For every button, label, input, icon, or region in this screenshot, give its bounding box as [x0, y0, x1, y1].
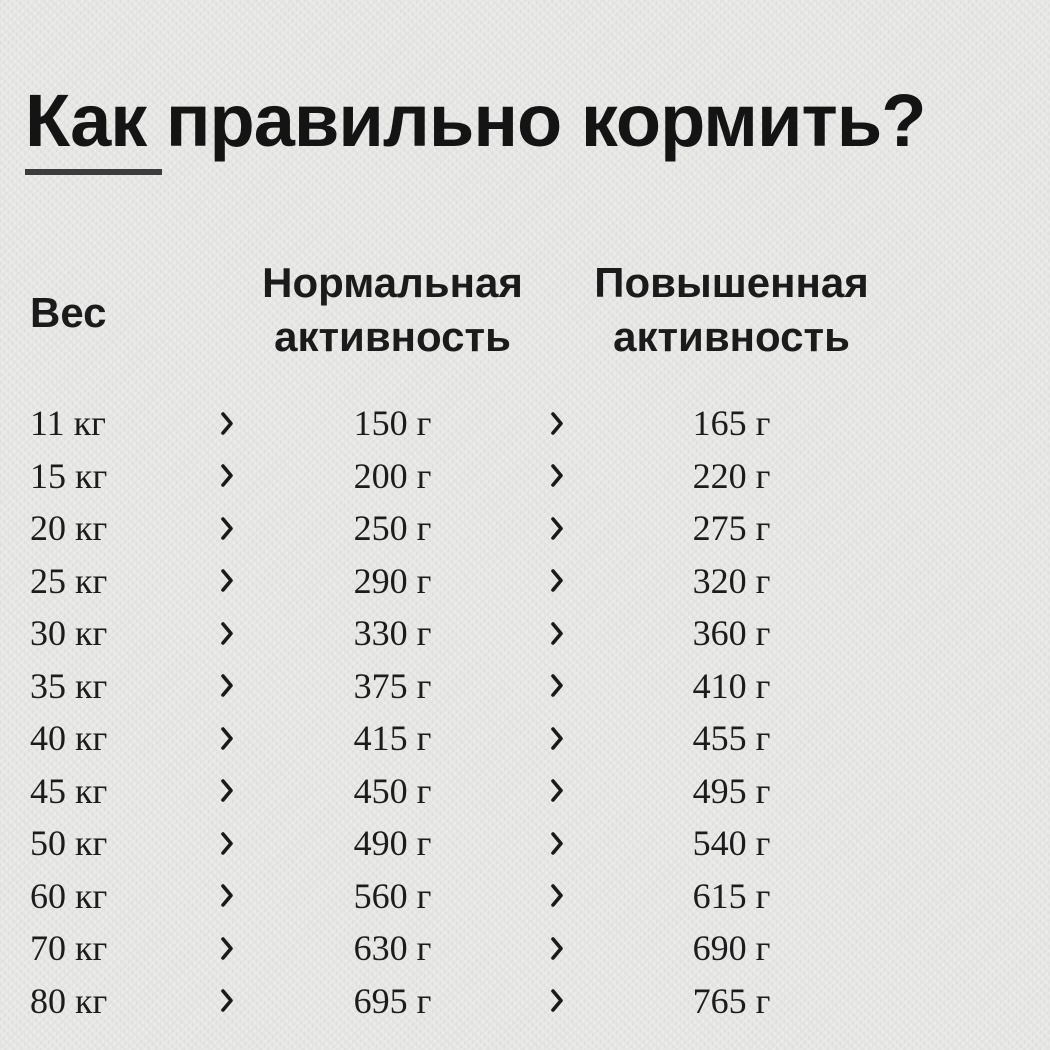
high-activity-value: 360 г [692, 613, 771, 654]
column-header-high-line2: активность [613, 313, 850, 360]
normal-activity-value: 450 г [353, 770, 432, 811]
normal-activity-value: 490 г [353, 823, 432, 864]
table-row [28, 555, 880, 608]
column-header-normal-line2: активность [274, 313, 511, 360]
table-row [28, 922, 880, 975]
normal-activity-value: 560 г [353, 875, 432, 916]
chevron-right-icon [198, 673, 255, 698]
weight-value: 15 кг [30, 455, 108, 496]
weight-value: 40 кг [30, 718, 108, 759]
table-row [28, 450, 880, 503]
table-row [28, 397, 880, 450]
table-row [28, 817, 880, 870]
weight-value: 35 кг [30, 665, 108, 706]
table-row [28, 502, 880, 555]
weight-value: 80 кг [30, 980, 108, 1021]
title-underline-rule [25, 169, 162, 175]
table-row [28, 712, 880, 765]
high-activity-value: 540 г [692, 823, 771, 864]
table-row [28, 660, 880, 713]
high-activity-value: 765 г [692, 980, 771, 1021]
chevron-right-icon [198, 936, 255, 961]
high-activity-value: 220 г [692, 455, 771, 496]
table-row [28, 975, 880, 1028]
normal-activity-value: 695 г [353, 980, 432, 1021]
chevron-right-icon [530, 463, 583, 488]
chevron-right-icon [198, 883, 255, 908]
table-header-row [28, 256, 880, 364]
chevron-right-icon [198, 726, 255, 751]
table-row [28, 765, 880, 818]
page-title: Как правильно кормить? [25, 78, 926, 162]
high-activity-value: 455 г [692, 718, 771, 759]
normal-activity-value: 630 г [353, 928, 432, 969]
weight-value: 50 кг [30, 823, 108, 864]
weight-value: 30 кг [30, 613, 108, 654]
high-activity-value: 410 г [692, 665, 771, 706]
column-header-normal-line1: Нормальная [262, 259, 523, 306]
chevron-right-icon [530, 516, 583, 541]
normal-activity-value: 290 г [353, 560, 432, 601]
chevron-right-icon [198, 568, 255, 593]
chevron-right-icon [198, 516, 255, 541]
table-body [28, 397, 880, 1027]
chevron-right-icon [530, 673, 583, 698]
high-activity-value: 165 г [692, 403, 771, 444]
chevron-right-icon [198, 778, 255, 803]
high-activity-value: 320 г [692, 560, 771, 601]
weight-value: 20 кг [30, 508, 108, 549]
normal-activity-value: 250 г [353, 508, 432, 549]
weight-value: 45 кг [30, 770, 108, 811]
chevron-right-icon [530, 568, 583, 593]
high-activity-value: 615 г [692, 875, 771, 916]
normal-activity-value: 150 г [353, 403, 432, 444]
weight-value: 11 кг [30, 403, 106, 444]
chevron-right-icon [530, 831, 583, 856]
chevron-right-icon [530, 883, 583, 908]
column-header-high-line1: Повышенная [594, 259, 869, 306]
chevron-right-icon [198, 411, 255, 436]
column-header-high-activity [583, 256, 880, 364]
high-activity-value: 690 г [692, 928, 771, 969]
chevron-right-icon [530, 621, 583, 646]
high-activity-value: 495 г [692, 770, 771, 811]
column-header-normal-activity [255, 256, 530, 364]
chevron-right-icon [530, 726, 583, 751]
column-header-weight: Вес [30, 289, 107, 336]
chevron-right-icon [530, 778, 583, 803]
weight-value: 70 кг [30, 928, 108, 969]
normal-activity-value: 200 г [353, 455, 432, 496]
chevron-right-icon [198, 463, 255, 488]
chevron-right-icon [198, 831, 255, 856]
normal-activity-value: 415 г [353, 718, 432, 759]
table-row [28, 607, 880, 660]
normal-activity-value: 330 г [353, 613, 432, 654]
weight-value: 60 кг [30, 875, 108, 916]
chevron-right-icon [530, 988, 583, 1013]
table-row [28, 870, 880, 923]
normal-activity-value: 375 г [353, 665, 432, 706]
chevron-right-icon [530, 411, 583, 436]
weight-value: 25 кг [30, 560, 108, 601]
chevron-right-icon [198, 988, 255, 1013]
chevron-right-icon [198, 621, 255, 646]
high-activity-value: 275 г [692, 508, 771, 549]
chevron-right-icon [530, 936, 583, 961]
